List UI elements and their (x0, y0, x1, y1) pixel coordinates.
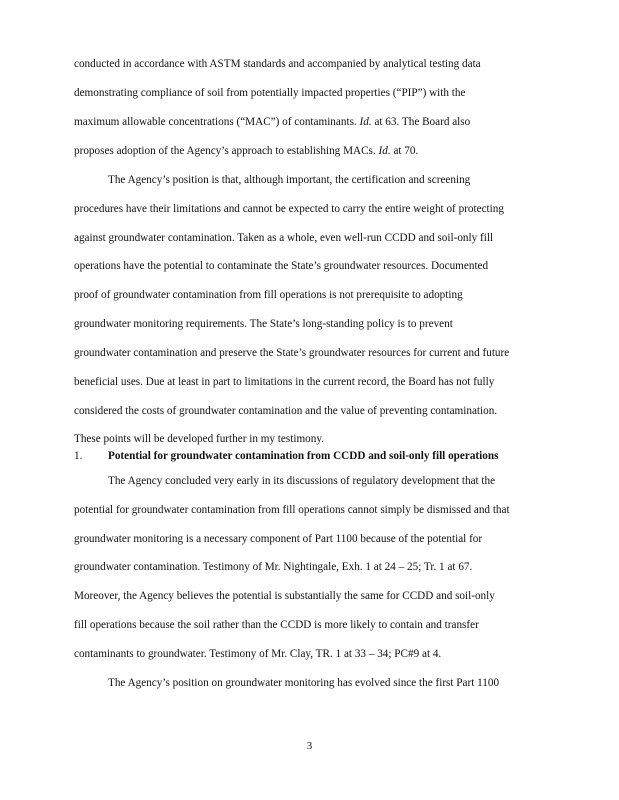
text-line: considered the costs of groundwater contamination and the value of preventing contamination. (74, 405, 498, 417)
text-segment: at 63. The Board also (371, 116, 471, 128)
text-line: demonstrating compliance of soil from potentially impacted properties (“PIP”) with the (74, 87, 466, 99)
text-line: beneficial uses. Due at least in part to limitations in the current record, the Board has not fully (74, 376, 495, 388)
text-line: The Agency’s position on groundwater monitoring has evolved since the first Part 1100 (108, 677, 500, 689)
text-segment: at 70. (390, 145, 419, 157)
text-line: The Agency’s position is that, although important, the certification and screening (108, 174, 471, 186)
text-line: contaminants to groundwater. Testimony of Mr. Clay, TR. 1 at 33 – 34; PC#9 at 4. (74, 648, 442, 660)
page-number: 3 (306, 740, 313, 752)
text-line: The Agency concluded very early in its discussions of regulatory development that the (108, 475, 496, 487)
text-line: against groundwater contamination. Taken as a whole, even well-run CCDD and soil-only fill (74, 232, 494, 244)
text-line: fill operations because the soil rather than the CCDD is more likely to contain and transfer (74, 619, 479, 631)
text-line: These points will be developed further in my testimony. (74, 433, 325, 445)
text-line: groundwater contamination. Testimony of Mr. Nightingale, Exh. 1 at 24 – 25; Tr. 1 at 67. (74, 561, 473, 573)
text-segment: proposes adoption of the Agency’s approach to establishing MACs. (74, 145, 376, 157)
text-line: groundwater contamination and preserve the State’s groundwater resources for current and future (74, 347, 510, 359)
text-line (74, 115, 544, 129)
text-line: proof of groundwater contamination from fill operations is not prerequisite to adopting (74, 289, 463, 301)
text-line: groundwater monitoring requirements. The State’s long-standing policy is to prevent (74, 318, 453, 330)
text-line: procedures have their limitations and cannot be expected to carry the entire weight of protecting (74, 203, 504, 215)
section-title: Potential for groundwater contamination from CCDD and soil-only fill operations (108, 450, 499, 462)
text-line (74, 144, 544, 158)
text-line: conducted in accordance with ASTM standards and accompanied by analytical testing data (74, 58, 481, 70)
text-line: Moreover, the Agency believes the potential is substantially the same for CCDD and soil-only (74, 590, 495, 602)
text-line: groundwater monitoring is a necessary component of Part 1100 because of the potential for (74, 533, 483, 545)
section-number: 1. (74, 450, 83, 462)
citation-id: Id. (359, 116, 372, 128)
text-segment: maximum allowable concentrations (“MAC”) of contaminants. (74, 116, 357, 128)
text-line: potential for groundwater contamination from fill operations cannot simply be dismissed and that (74, 504, 510, 516)
citation-id: Id. (378, 145, 391, 157)
text-line: operations have the potential to contaminate the State’s groundwater resources. Documented (74, 260, 489, 272)
